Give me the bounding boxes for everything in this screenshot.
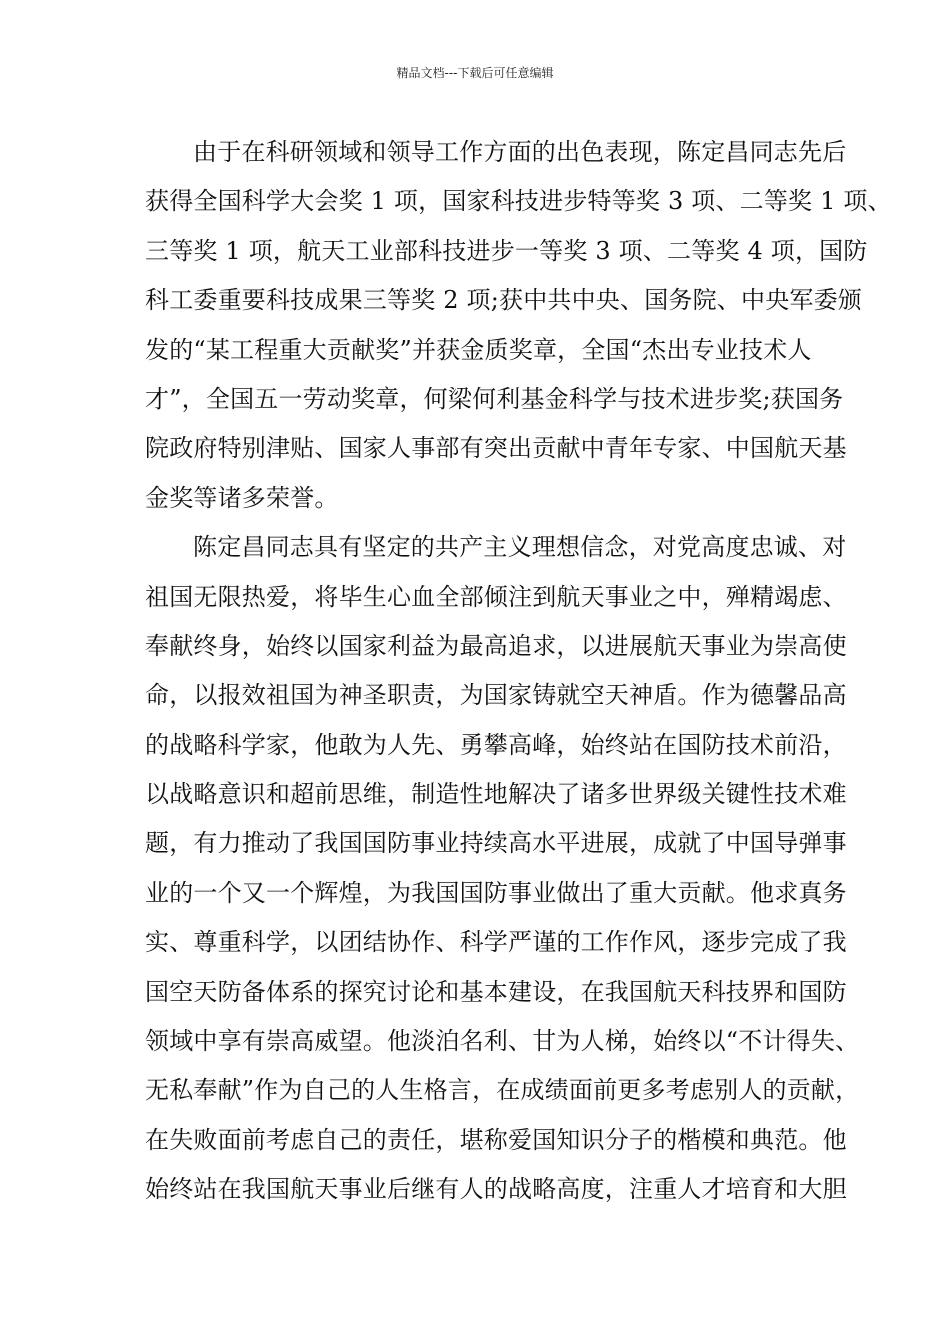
paragraph-line: 科工委重要科技成果三等奖 2 项;获中共中央、国务院、中央军委颁 (145, 286, 863, 315)
paragraph-line: 陈定昌同志具有坚定的共产主义理想信念，对党高度忠诚、对 (193, 533, 847, 562)
paragraph-line: 以战略意识和超前思维，制造性地解决了诸多世界级关键性技术难 (145, 780, 847, 809)
paragraph-line: 院政府特别津贴、国家人事部有突出贡献中青年专家、中国航天基 (145, 434, 847, 463)
paragraph-line: 获得全国科学大会奖 1 项，国家科技进步特等奖 3 项、二等奖 1 项、 (145, 187, 892, 216)
paragraph-line: 无私奉献”作为自己的人生格言，在成绩面前更多考虑别人的贡献， (145, 1076, 860, 1105)
paragraph-line: 祖国无限热爱，将毕生心血全部倾注到航天事业之中，殚精竭虑、 (145, 582, 847, 611)
document-body (145, 128, 892, 1215)
paragraph-1 (145, 128, 892, 523)
paragraph-line: 实、尊重科学，以团结协作、科学严谨的工作作风，逐步完成了我 (145, 928, 847, 957)
paragraph-line: 发的“某工程重大贡献奖”并获金质奖章，全国“杰出专业技术人 (145, 335, 812, 364)
paragraph-line: 在失败面前考虑自己的责任，堪称爱国知识分子的楷模和典范。他 (145, 1125, 847, 1154)
paragraph-line: 题，有力推动了我国国防事业持续高水平进展，成就了中国导弹事 (145, 829, 847, 858)
paragraph-line: 命，以报效祖国为神圣职责，为国家铸就空天神盾。作为德馨品高 (145, 681, 847, 710)
paragraph-line: 领域中享有崇高威望。他淡泊名利、甘为人梯，始终以“不计得失、 (145, 1027, 860, 1056)
paragraph-line: 业的一个又一个辉煌，为我国国防事业做出了重大贡献。他求真务 (145, 878, 847, 907)
paragraph-line: 才”，全国五一劳动奖章，何梁何利基金科学与技术进步奖;获国务 (145, 384, 844, 413)
paragraph-line: 奉献终身，始终以国家利益为最高追求，以进展航天事业为崇高使 (145, 631, 847, 660)
page-header: 精品文档---下载后可任意编辑 (396, 66, 554, 80)
paragraph-line: 国空天防备体系的探究讨论和基本建设，在我国航天科技界和国防 (145, 977, 847, 1006)
paragraph-line: 三等奖 1 项，航天工业部科技进步一等奖 3 项、二等奖 4 项，国防 (145, 236, 868, 265)
paragraph-2 (145, 523, 860, 1214)
paragraph-line: 金奖等诸多荣誉。 (145, 483, 339, 512)
paragraph-line: 的战略科学家，他敢为人先、勇攀高峰，始终站在国防技术前沿， (145, 730, 847, 759)
paragraph-line: 由于在科研领域和领导工作方面的出色表现，陈定昌同志先后 (193, 138, 847, 166)
paragraph-line: 始终站在我国航天事业后继有人的战略高度，注重人才培育和大胆 (145, 1175, 847, 1204)
